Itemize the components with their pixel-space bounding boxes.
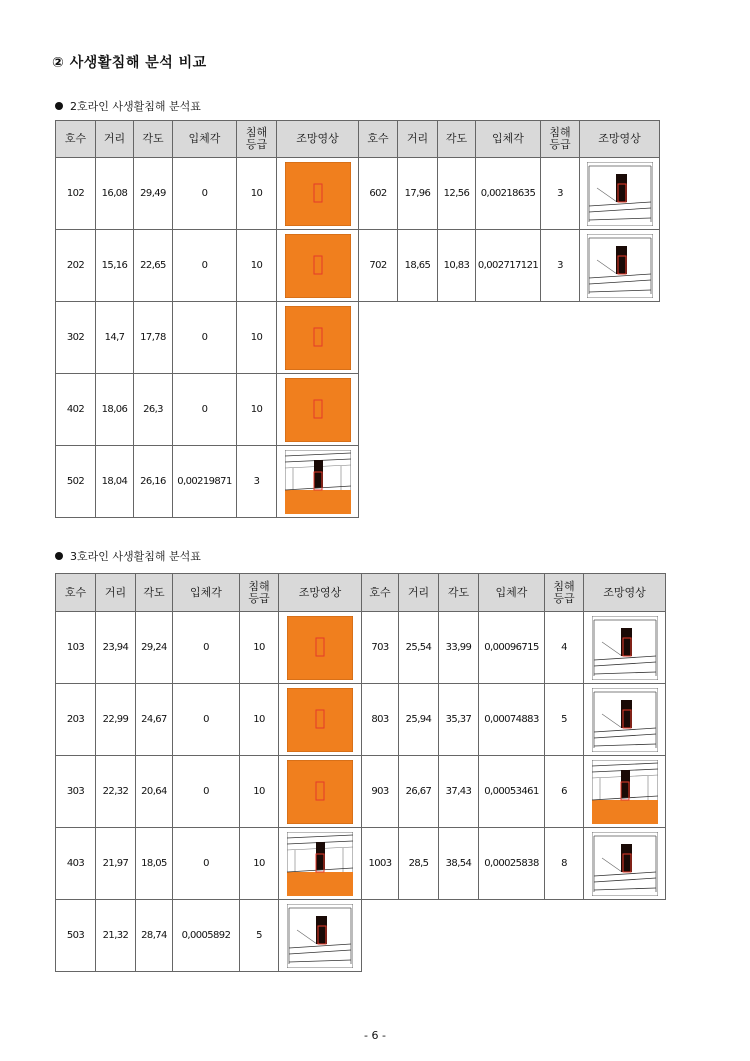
unit-cell: 1003 <box>362 828 399 900</box>
solid-angle-cell: 0 <box>173 374 237 446</box>
column-header: 호수 <box>362 574 399 612</box>
partial-view-icon <box>287 832 353 896</box>
column-header: 침해 등급 <box>237 121 277 158</box>
solid-angle-cell: 0,00074883 <box>479 684 545 756</box>
empty-cell <box>580 302 660 374</box>
unit-cell: 903 <box>362 756 399 828</box>
view-image-cell <box>277 158 359 230</box>
distance-cell: 15,16 <box>96 230 134 302</box>
orange-view-icon <box>285 378 351 442</box>
view-image-cell <box>584 828 666 900</box>
unit-cell: 302 <box>56 302 96 374</box>
distance-cell: 17,96 <box>398 158 438 230</box>
solid-angle-cell: 0,00218635 <box>476 158 541 230</box>
empty-cell <box>438 374 476 446</box>
grade-cell: 3 <box>541 230 580 302</box>
column-header: 거리 <box>96 121 134 158</box>
unit-cell: 102 <box>56 158 96 230</box>
empty-cell <box>580 446 660 518</box>
grade-cell: 10 <box>237 302 277 374</box>
grade-cell: 3 <box>237 446 277 518</box>
grade-cell: 5 <box>545 684 584 756</box>
angle-cell: 37,43 <box>439 756 479 828</box>
page-number: - 6 - <box>364 1029 386 1042</box>
distance-cell: 16,08 <box>96 158 134 230</box>
empty-cell <box>479 900 545 972</box>
unit-cell: 402 <box>56 374 96 446</box>
table-row <box>56 230 660 302</box>
column-header: 조망영상 <box>279 574 362 612</box>
table-header-row <box>56 121 660 158</box>
angle-cell: 33,99 <box>439 612 479 684</box>
distance-cell: 18,04 <box>96 446 134 518</box>
angle-cell: 20,64 <box>136 756 173 828</box>
grade-cell: 10 <box>240 612 279 684</box>
distance-cell: 22,32 <box>96 756 136 828</box>
view-image-cell <box>580 230 660 302</box>
unit-cell: 702 <box>359 230 398 302</box>
column-header: 입체각 <box>173 121 237 158</box>
angle-cell: 26,16 <box>134 446 173 518</box>
table-row <box>56 302 660 374</box>
solid-angle-cell: 0 <box>173 612 240 684</box>
orange-view-icon <box>287 760 353 824</box>
orange-view-icon <box>285 234 351 298</box>
building-view-icon <box>592 688 658 752</box>
angle-cell: 12,56 <box>438 158 476 230</box>
view-image-cell <box>279 684 362 756</box>
orange-view-icon <box>287 688 353 752</box>
distance-cell: 25,94 <box>399 684 439 756</box>
empty-cell <box>476 374 541 446</box>
column-header: 거리 <box>398 121 438 158</box>
line3-table <box>55 573 666 972</box>
distance-cell: 22,99 <box>96 684 136 756</box>
solid-angle-cell: 0 <box>173 828 240 900</box>
empty-cell <box>398 446 438 518</box>
view-image-cell <box>277 446 359 518</box>
angle-cell: 26,3 <box>134 374 173 446</box>
building-view-icon <box>587 234 653 298</box>
empty-cell <box>359 446 398 518</box>
column-header: 각도 <box>134 121 173 158</box>
table-row <box>56 612 666 684</box>
grade-cell: 10 <box>237 374 277 446</box>
solid-angle-cell: 0,00025838 <box>479 828 545 900</box>
column-header: 입체각 <box>479 574 545 612</box>
grade-cell: 10 <box>240 684 279 756</box>
column-header: 조망영상 <box>277 121 359 158</box>
orange-view-icon <box>287 616 353 680</box>
angle-cell: 18,05 <box>136 828 173 900</box>
line2-table <box>55 120 660 518</box>
solid-angle-cell: 0,0005892 <box>173 900 240 972</box>
column-header: 호수 <box>56 574 96 612</box>
empty-cell <box>476 446 541 518</box>
solid-angle-cell: 0,00219871 <box>173 446 237 518</box>
line2-label: 2호라인 사생활침해 분석표 <box>55 98 201 114</box>
empty-cell <box>476 302 541 374</box>
angle-cell: 17,78 <box>134 302 173 374</box>
angle-cell: 28,74 <box>136 900 173 972</box>
empty-cell <box>439 900 479 972</box>
solid-angle-cell: 0,00096715 <box>479 612 545 684</box>
angle-cell: 35,37 <box>439 684 479 756</box>
empty-cell <box>541 374 580 446</box>
table-row <box>56 446 660 518</box>
column-header: 각도 <box>439 574 479 612</box>
section-title: ② 사생활침해 분석 비교 <box>52 55 207 71</box>
distance-cell: 18,65 <box>398 230 438 302</box>
building-view-icon <box>587 162 653 226</box>
view-image-cell <box>279 900 362 972</box>
column-header: 거리 <box>96 574 136 612</box>
table-row <box>56 756 666 828</box>
view-image-cell <box>584 756 666 828</box>
line3-label: 3호라인 사생활침해 분석표 <box>55 548 201 564</box>
view-image-cell <box>279 828 362 900</box>
table-row <box>56 828 666 900</box>
grade-cell: 3 <box>541 158 580 230</box>
column-header: 침해 등급 <box>545 574 584 612</box>
distance-cell: 18,06 <box>96 374 134 446</box>
distance-cell: 25,54 <box>399 612 439 684</box>
angle-cell: 38,54 <box>439 828 479 900</box>
column-header: 조망영상 <box>580 121 660 158</box>
column-header: 침해 등급 <box>240 574 279 612</box>
unit-cell: 502 <box>56 446 96 518</box>
empty-cell <box>359 302 398 374</box>
view-image-cell <box>584 684 666 756</box>
angle-cell: 29,24 <box>136 612 173 684</box>
solid-angle-cell: 0 <box>173 158 237 230</box>
empty-cell <box>541 446 580 518</box>
view-image-cell <box>277 230 359 302</box>
solid-angle-cell: 0 <box>173 230 237 302</box>
table-row <box>56 684 666 756</box>
grade-cell: 6 <box>545 756 584 828</box>
solid-angle-cell: 0 <box>173 302 237 374</box>
column-header: 입체각 <box>173 574 240 612</box>
unit-cell: 403 <box>56 828 96 900</box>
unit-cell: 503 <box>56 900 96 972</box>
view-image-cell <box>277 302 359 374</box>
solid-angle-cell: 0,002717121 <box>476 230 541 302</box>
solid-angle-cell: 0 <box>173 684 240 756</box>
solid-angle-cell: 0,00053461 <box>479 756 545 828</box>
grade-cell: 8 <box>545 828 584 900</box>
grade-cell: 10 <box>237 158 277 230</box>
grade-cell: 10 <box>240 756 279 828</box>
unit-cell: 103 <box>56 612 96 684</box>
view-image-cell <box>277 374 359 446</box>
angle-cell: 10,83 <box>438 230 476 302</box>
bullet-icon <box>55 102 63 110</box>
distance-cell: 23,94 <box>96 612 136 684</box>
unit-cell: 202 <box>56 230 96 302</box>
empty-cell <box>398 302 438 374</box>
orange-view-icon <box>285 162 351 226</box>
column-header: 각도 <box>438 121 476 158</box>
distance-cell: 14,7 <box>96 302 134 374</box>
empty-cell <box>545 900 584 972</box>
grade-cell: 4 <box>545 612 584 684</box>
distance-cell: 28,5 <box>399 828 439 900</box>
solid-angle-cell: 0 <box>173 756 240 828</box>
table-row <box>56 374 660 446</box>
unit-cell: 602 <box>359 158 398 230</box>
column-header: 조망영상 <box>584 574 666 612</box>
table-header-row <box>56 574 666 612</box>
column-header: 각도 <box>136 574 173 612</box>
view-image-cell <box>584 612 666 684</box>
building-view-icon <box>287 904 353 968</box>
angle-cell: 24,67 <box>136 684 173 756</box>
unit-cell: 803 <box>362 684 399 756</box>
unit-cell: 703 <box>362 612 399 684</box>
empty-cell <box>359 374 398 446</box>
angle-cell: 29,49 <box>134 158 173 230</box>
empty-cell <box>438 302 476 374</box>
column-header: 호수 <box>359 121 398 158</box>
grade-cell: 10 <box>237 230 277 302</box>
distance-cell: 26,67 <box>399 756 439 828</box>
empty-cell <box>580 374 660 446</box>
building-view-icon <box>592 832 658 896</box>
empty-cell <box>584 900 666 972</box>
unit-cell: 303 <box>56 756 96 828</box>
distance-cell: 21,32 <box>96 900 136 972</box>
bullet-icon <box>55 552 63 560</box>
empty-cell <box>362 900 399 972</box>
partial-view-icon <box>592 760 658 824</box>
table-row <box>56 900 666 972</box>
view-image-cell <box>279 756 362 828</box>
empty-cell <box>438 446 476 518</box>
angle-cell: 22,65 <box>134 230 173 302</box>
table-row <box>56 158 660 230</box>
column-header: 침해 등급 <box>541 121 580 158</box>
view-image-cell <box>580 158 660 230</box>
distance-cell: 21,97 <box>96 828 136 900</box>
empty-cell <box>541 302 580 374</box>
partial-view-icon <box>285 450 351 514</box>
grade-cell: 10 <box>240 828 279 900</box>
column-header: 거리 <box>399 574 439 612</box>
column-header: 호수 <box>56 121 96 158</box>
unit-cell: 203 <box>56 684 96 756</box>
empty-cell <box>398 374 438 446</box>
orange-view-icon <box>285 306 351 370</box>
column-header: 입체각 <box>476 121 541 158</box>
building-view-icon <box>592 616 658 680</box>
grade-cell: 5 <box>240 900 279 972</box>
view-image-cell <box>279 612 362 684</box>
empty-cell <box>399 900 439 972</box>
